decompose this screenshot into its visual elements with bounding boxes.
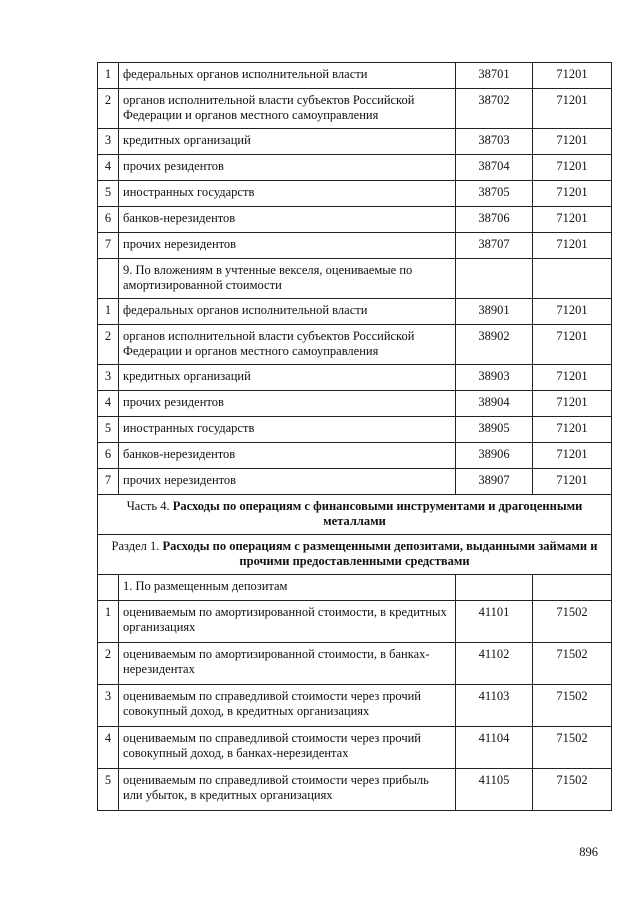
row-number: 5: [98, 769, 119, 811]
row-number: 3: [98, 685, 119, 727]
table-row: [98, 207, 612, 233]
account-code: 41101: [456, 601, 533, 643]
account-code: 38907: [456, 469, 533, 495]
table-row: [98, 89, 612, 129]
table-row: [98, 601, 612, 643]
account-code: 38707: [456, 233, 533, 259]
row-description: иностранных государств: [119, 417, 456, 443]
symbol-code: [533, 575, 612, 601]
account-code: [456, 575, 533, 601]
table-row: [98, 727, 612, 769]
part-prefix: Часть 4.: [126, 499, 173, 513]
account-code: 38705: [456, 181, 533, 207]
symbol-code: 71201: [533, 129, 612, 155]
table-row: [98, 443, 612, 469]
part-4-heading: [98, 495, 612, 535]
symbol-code: 71201: [533, 299, 612, 325]
page-number: 896: [579, 845, 598, 859]
row-description: кредитных организаций: [119, 365, 456, 391]
row-description: кредитных организаций: [119, 129, 456, 155]
part-title: Расходы по операциям с финансовыми инструментами и драгоценными металлами: [172, 499, 583, 528]
account-code: 38706: [456, 207, 533, 233]
symbol-code: 71201: [533, 391, 612, 417]
row-description: федеральных органов исполнительной власти: [119, 63, 456, 89]
row-description: прочих нерезидентов: [119, 469, 456, 495]
account-code: 41105: [456, 769, 533, 811]
symbol-code: 71502: [533, 769, 612, 811]
row-number: 1: [98, 299, 119, 325]
row-description: оцениваемым по амортизированной стоимости, в кредитных организациях: [119, 601, 456, 643]
section-header: [98, 535, 612, 575]
row-number: [98, 575, 119, 601]
table-row: [98, 299, 612, 325]
row-number: 1: [98, 63, 119, 89]
row-number: 5: [98, 417, 119, 443]
account-code: 38902: [456, 325, 533, 365]
row-number: [98, 259, 119, 299]
account-code: 38702: [456, 89, 533, 129]
row-number: 4: [98, 155, 119, 181]
account-code: 41104: [456, 727, 533, 769]
row-description: банков-нерезидентов: [119, 207, 456, 233]
symbol-code: 71201: [533, 417, 612, 443]
row-number: 1: [98, 601, 119, 643]
table-row: [98, 643, 612, 685]
account-code: 41102: [456, 643, 533, 685]
row-number: 2: [98, 89, 119, 129]
row-number: 4: [98, 727, 119, 769]
symbol-code: 71502: [533, 685, 612, 727]
table-row: [98, 391, 612, 417]
account-code: [456, 259, 533, 299]
row-description: оцениваемым по амортизированной стоимости, в банках-нерезидентах: [119, 643, 456, 685]
table-row: [98, 685, 612, 727]
symbol-code: 71201: [533, 365, 612, 391]
row-number: 6: [98, 207, 119, 233]
row-description: прочих нерезидентов: [119, 233, 456, 259]
row-description: 1. По размещенным депозитам: [119, 575, 456, 601]
row-description: оцениваемым по справедливой стоимости через прочий совокупный доход, в кредитных организациях: [119, 685, 456, 727]
row-number: 6: [98, 443, 119, 469]
table-row: [98, 575, 612, 601]
table-row: [98, 155, 612, 181]
symbol-code: 71201: [533, 469, 612, 495]
symbol-code: 71201: [533, 63, 612, 89]
account-code: 38901: [456, 299, 533, 325]
table-row: [98, 325, 612, 365]
row-description: прочих резидентов: [119, 155, 456, 181]
accounts-table: [97, 62, 612, 811]
symbol-code: 71201: [533, 443, 612, 469]
account-code: 38906: [456, 443, 533, 469]
row-number: 3: [98, 365, 119, 391]
account-code: 38905: [456, 417, 533, 443]
row-number: 2: [98, 643, 119, 685]
symbol-code: 71502: [533, 643, 612, 685]
row-number: 7: [98, 469, 119, 495]
symbol-code: 71201: [533, 207, 612, 233]
section-prefix: Раздел 1.: [111, 539, 163, 553]
table-row: [98, 63, 612, 89]
section-1-heading: [98, 535, 612, 575]
account-code: 38703: [456, 129, 533, 155]
row-number: 4: [98, 391, 119, 417]
account-code: 38903: [456, 365, 533, 391]
table-row: [98, 769, 612, 811]
row-description: иностранных государств: [119, 181, 456, 207]
section-title: Расходы по операциям с размещенными депозитами, выданными займами и прочими предоставленными средствами: [162, 539, 598, 568]
account-code: 38904: [456, 391, 533, 417]
symbol-code: 71201: [533, 325, 612, 365]
symbol-code: 71502: [533, 601, 612, 643]
row-description: 9. По вложениям в учтенные векселя, оцениваемые по амортизированной стоимости: [119, 259, 456, 299]
table-row: [98, 129, 612, 155]
row-description: федеральных органов исполнительной власти: [119, 299, 456, 325]
symbol-code: 71201: [533, 89, 612, 129]
row-number: 2: [98, 325, 119, 365]
table-row: [98, 417, 612, 443]
symbol-code: 71502: [533, 727, 612, 769]
table-row: [98, 181, 612, 207]
row-number: 7: [98, 233, 119, 259]
symbol-code: 71201: [533, 181, 612, 207]
row-description: прочих резидентов: [119, 391, 456, 417]
symbol-code: [533, 259, 612, 299]
account-code: 38704: [456, 155, 533, 181]
table-row: [98, 259, 612, 299]
symbol-code: 71201: [533, 155, 612, 181]
account-code: 38701: [456, 63, 533, 89]
row-number: 3: [98, 129, 119, 155]
table-row: [98, 469, 612, 495]
table-row: [98, 233, 612, 259]
row-description: банков-нерезидентов: [119, 443, 456, 469]
symbol-code: 71201: [533, 233, 612, 259]
row-description: оцениваемым по справедливой стоимости через прочий совокупный доход, в банках-нерезидентах: [119, 727, 456, 769]
table-row: [98, 365, 612, 391]
row-description: оцениваемым по справедливой стоимости через прибыль или убыток, в кредитных организациях: [119, 769, 456, 811]
row-number: 5: [98, 181, 119, 207]
part-header: [98, 495, 612, 535]
row-description: органов исполнительной власти субъектов Российской Федерации и органов местного самоуправления: [119, 89, 456, 129]
account-code: 41103: [456, 685, 533, 727]
row-description: органов исполнительной власти субъектов Российской Федерации и органов местного самоуправления: [119, 325, 456, 365]
